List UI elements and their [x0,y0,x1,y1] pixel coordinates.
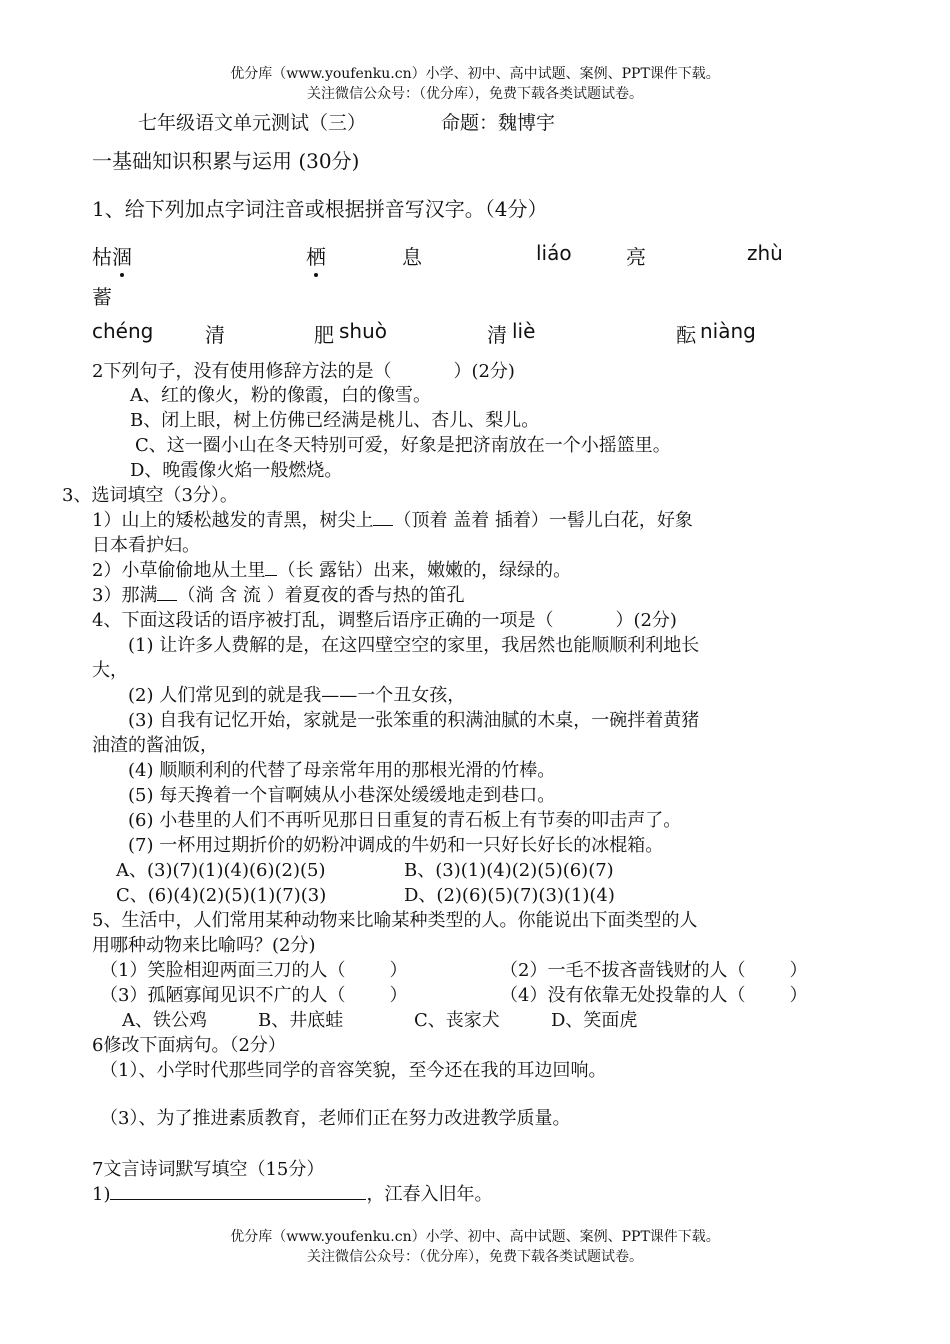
q3-sentence-2 [92,556,571,582]
q4-option-d: D、(2)(6)(5)(7)(3)(1)(4) [404,885,615,906]
header-line-2: 关注微信公众号：（优分库），免费下载各类试题试卷。 [307,86,643,102]
q7-line-number: 1) [92,1184,111,1205]
q3-s1-text: 1）山上的矮松越发的青黑，树尖上 [92,510,374,531]
q3-sentence-3 [92,581,465,607]
exam-title: 七年级语文单元测试（三） [138,112,367,134]
q5-item-4 [500,981,807,1007]
q4-item-1: (1) 让许多人费解的是，在这四壁空空的家里，我居然也能顺顺利利地长 [128,635,700,656]
q1-char-qing: 清 [205,323,225,347]
q3-s2-text: 2）小草偷偷地从土里 [92,560,266,581]
q1-stem: 1、给下列加点字词注音或根据拼音写汉字。（4分） [92,197,548,221]
q4-item-2: (2) 人们常见到的就是我——一个丑女孩， [128,685,466,706]
q5-option-b: B、井底蛙 [258,1010,344,1031]
q1-pinyin-lie: liè [512,319,536,343]
q5-item-close: ） [389,985,408,1006]
q1-pinyin-shuo: shuò [339,319,388,343]
dotted-char: 栖 [306,241,326,270]
q4-item-7: (7) 一杯用过期折价的奶粉冲调成的牛奶和一只好长好长的冰棍箱。 [128,835,664,856]
q2-option-b: B、闭上眼，树上仿佛已经满是桃儿、杏儿、梨儿。 [130,410,540,431]
q3-s3-choices: （淌 含 流 ）着夏夜的香与热的笛孔 [177,585,465,606]
header-line-1: 优分库（www.youfenku.cn）小学、初中、高中试题、案例、PPT课件下载。 [230,66,720,82]
q5-item-text: （1）笑脸相迎两面三刀的人（ [100,960,346,981]
q7-line-text: ，江春入旧年。 [366,1184,493,1205]
q2-option-d: D、晚霞像火焰一般燃烧。 [130,460,343,481]
q2-stem [92,357,515,383]
q5-option-d: D、笑面虎 [551,1010,638,1031]
q4-stem [92,606,677,632]
q3-sentence-1-cont: 日本看护妇。 [92,535,200,556]
q5-item-text: （3）孤陋寡闻见识不广的人（ [100,985,346,1006]
q4-option-a: A、(3)(7)(1)(4)(6)(2)(5) [116,860,326,881]
dotted-char: 涸 [112,241,132,270]
q5-item-text: （4）没有依靠无处投靠的人（ [500,985,746,1006]
q1-char-qing2: 清 [487,323,507,347]
q3-stem: 3、选词填空（3分）。 [62,485,238,506]
answer-blank[interactable] [157,582,177,601]
q4-option-c: C、(6)(4)(2)(5)(1)(7)(3) [116,885,327,906]
answer-blank[interactable] [373,507,393,526]
footer-line-2: 关注微信公众号：（优分库），免费下载各类试题试卷。 [307,1249,643,1265]
q5-stem-cont: 用哪种动物来比喻吗？(2分) [92,935,316,956]
q5-item-text: （2）一毛不拔吝啬钱财的人（ [500,960,746,981]
section-heading: 一基础知识积累与运用 (30分) [92,149,360,173]
q5-item-3 [100,981,407,1007]
answer-blank[interactable] [265,557,277,576]
q1-char: 枯 [92,245,112,269]
q3-s3-text: 3）那满 [92,585,158,606]
q7-stem: 7文言诗词默写填空（15分） [92,1159,325,1180]
q4-item-6: (6) 小巷里的人们不再听见那日日重复的青石板上有节奏的叩击声了。 [128,810,682,831]
q1-char-fei: 肥 [314,323,334,347]
q2-stem-score: ）(2分) [453,361,515,382]
q5-option-a: A、铁公鸡 [122,1010,207,1031]
q2-option-c: C、这一圈小山在冬天特别可爱，好象是把济南放在一个小摇篮里。 [135,435,671,456]
answer-blank[interactable] [110,1181,366,1200]
q5-option-c: C、丧家犬 [414,1010,500,1031]
q3-s1-choices: （顶着 盖着 插着）一髻儿白花，好象 [393,510,693,531]
q6-sentence-1: （1）、小学时代那些同学的音容笑貌，至今还在我的耳边回响。 [100,1060,607,1081]
q4-stem-score: ）(2分) [615,610,677,631]
q4-item-3-cont: 油渣的酱油饭， [92,735,218,756]
q5-item-close: ） [789,960,808,981]
q5-item-2 [500,956,807,982]
q1-char: 息 [402,245,422,269]
q4-item-3: (3) 自我有记忆开始，家就是一张笨重的积满油腻的木桌，一碗拌着黄猪 [128,710,700,731]
q1-pinyin-niang: niàng [700,319,756,343]
q1-char-xu: 蓄 [92,285,112,309]
q5-item-close: ） [389,960,408,981]
q1-pinyin-zhu: zhù [747,241,783,265]
q1-char-liang: 亮 [626,245,646,269]
exam-author: 命题：魏博宇 [441,112,556,134]
q2-option-a: A、红的像火，粉的像霞，白的像雪。 [130,385,431,406]
q1-pinyin-liao: liáo [536,241,572,265]
q1-word-qixi [306,241,422,270]
q4-option-b: B、(3)(1)(4)(2)(5)(6)(7) [404,860,614,881]
q1-word-kuhe [92,241,132,270]
q4-item-1-cont: 大， [92,660,128,681]
footer-line-1: 优分库（www.youfenku.cn）小学、初中、高中试题、案例、PPT课件下载。 [230,1229,720,1245]
q6-sentence-3: （3）、为了推进素质教育，老师们正在努力改进教学质量。 [100,1108,571,1129]
q4-item-4: (4) 顺顺利利的代替了母亲常年用的那根光滑的竹棒。 [128,760,556,781]
q5-item-1 [100,956,407,982]
q4-item-5: (5) 每天搀着一个盲啊姨从小巷深处缓缓地走到巷口。 [128,785,556,806]
q3-s2-choices: （长 露钻）出来，嫩嫩的，绿绿的。 [277,560,572,581]
q3-sentence-1 [92,506,693,532]
q6-stem: 6修改下面病句。（2分） [92,1035,286,1056]
q7-line-1 [92,1180,492,1206]
q2-stem-text: 2下列句子，没有使用修辞方法的是（ [92,361,392,382]
q5-item-close: ） [789,985,808,1006]
q1-pinyin-cheng: chéng [92,319,154,343]
q1-char-yun: 酝 [676,323,696,347]
q5-stem: 5、生活中，人们常用某种动物来比喻某种类型的人。你能说出下面类型的人 [92,910,698,931]
q4-stem-text: 4、下面这段话的语序被打乱，调整后语序正确的一项是（ [92,610,554,631]
